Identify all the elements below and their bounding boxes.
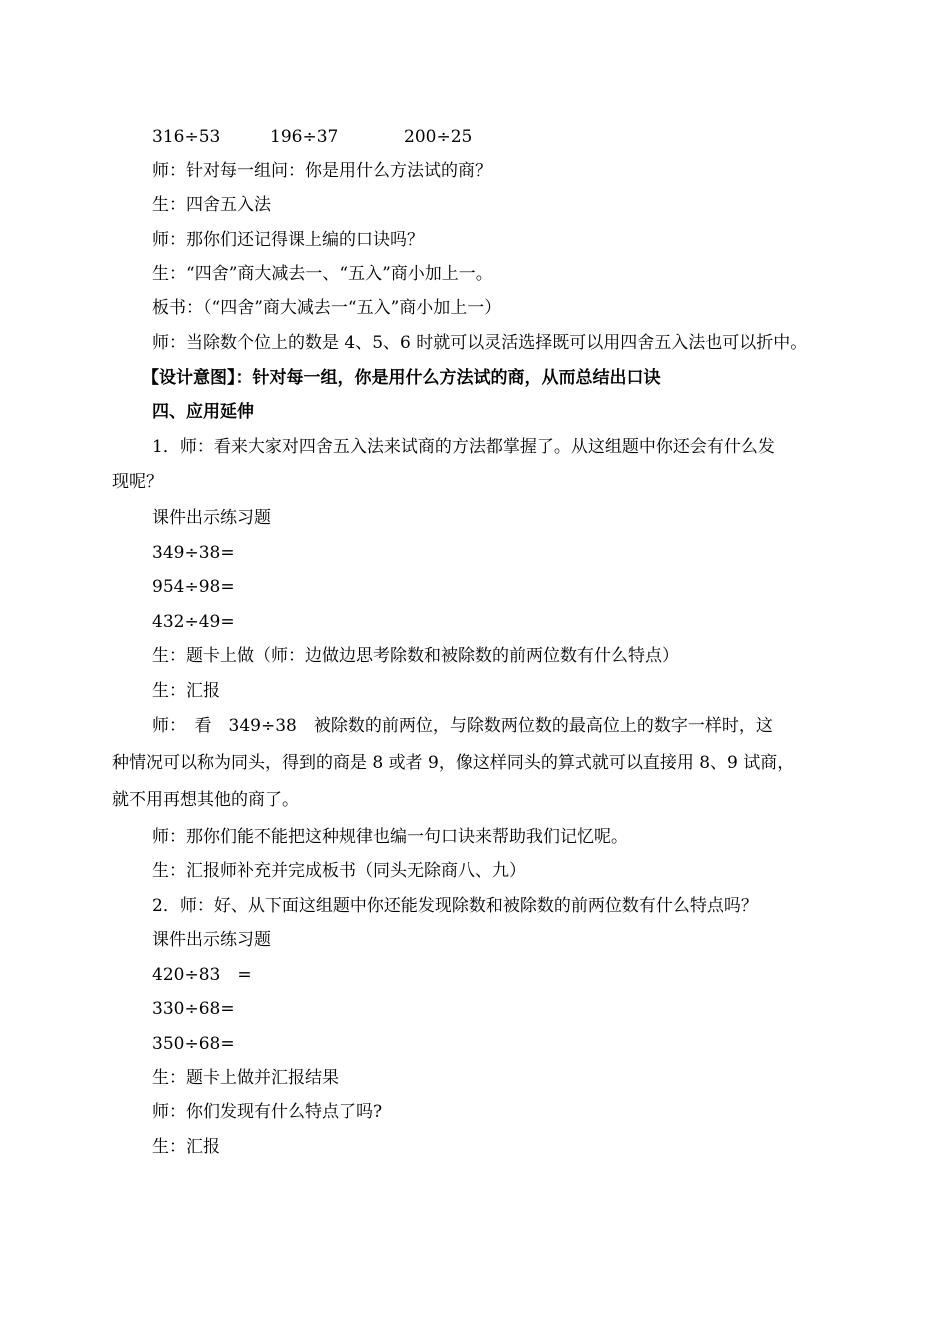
- exercise: 420÷83 =: [152, 965, 252, 985]
- paragraph-continued: 就不用再想其他的商了。: [112, 790, 299, 810]
- paragraph: 师：针对每一组问：你是用什么方法试的商？: [152, 161, 492, 181]
- section-heading: 四、应用延伸: [152, 402, 254, 422]
- paragraph: 课件出示练习题: [152, 508, 271, 528]
- exercise: 330÷68=: [152, 999, 235, 1019]
- exercise: 432÷49=: [152, 612, 235, 632]
- exercise-316-53: 316÷53: [152, 127, 221, 147]
- paragraph: 师：你们发现有什么特点了吗?: [152, 1102, 383, 1122]
- paragraph: 生：题卡上做（师：边做边思考除数和被除数的前两位数有什么特点）: [152, 646, 679, 666]
- paragraph-continued: 现呢？: [112, 472, 163, 492]
- exercise: 954÷98=: [152, 577, 235, 597]
- paragraph: 师：那你们能不能把这种规律也编一句口诀来帮助我们记忆呢。: [152, 827, 628, 847]
- paragraph: 师：那你们还记得课上编的口诀吗？: [152, 230, 424, 250]
- paragraph: 板书：（“四舍”商大减去一“五入”商小加上一）: [152, 298, 502, 318]
- exercise-row-1: [152, 126, 860, 148]
- paragraph: 师： 看 349÷38 被除数的前两位，与除数两位数的最高位上的数字一样时，这: [152, 716, 773, 736]
- paragraph: 生：四舍五入法: [152, 195, 271, 215]
- design-intent: 【设计意图】：针对每一组，你是用什么方法试的商，从而总结出口诀: [142, 368, 661, 388]
- exercise-200-25: 200÷25: [404, 127, 473, 147]
- paragraph: 生：汇报: [152, 1137, 220, 1157]
- exercise-196-37: 196÷37: [270, 127, 339, 147]
- exercise: 349÷38=: [152, 543, 235, 563]
- paragraph: 师：当除数个位上的数是 4、5、6 时就可以灵活选择既可以用四舍五入法也可以折中。: [152, 333, 808, 353]
- paragraph: 2．师：好、从下面这组题中你还能发现除数和被除数的前两位数有什么特点吗？: [152, 896, 758, 916]
- exercise: 350÷68=: [152, 1034, 235, 1054]
- paragraph: 生：汇报师补充并完成板书（同头无除商八、九）: [152, 861, 526, 881]
- paragraph: 生：汇报: [152, 681, 220, 701]
- paragraph: 课件出示练习题: [152, 930, 271, 950]
- paragraph-continued: 种情况可以称为同头，得到的商是 8 或者 9，像这样同头的算式就可以直接用 8、9 试商，: [112, 753, 795, 773]
- paragraph: 生：题卡上做并汇报结果: [152, 1068, 339, 1088]
- paragraph: 生：“四舍”商大减去一、“五入”商小加上一。: [152, 264, 493, 284]
- paragraph: 1．师：看来大家对四舍五入法来试商的方法都掌握了。从这组题中你还会有什么发: [152, 437, 775, 457]
